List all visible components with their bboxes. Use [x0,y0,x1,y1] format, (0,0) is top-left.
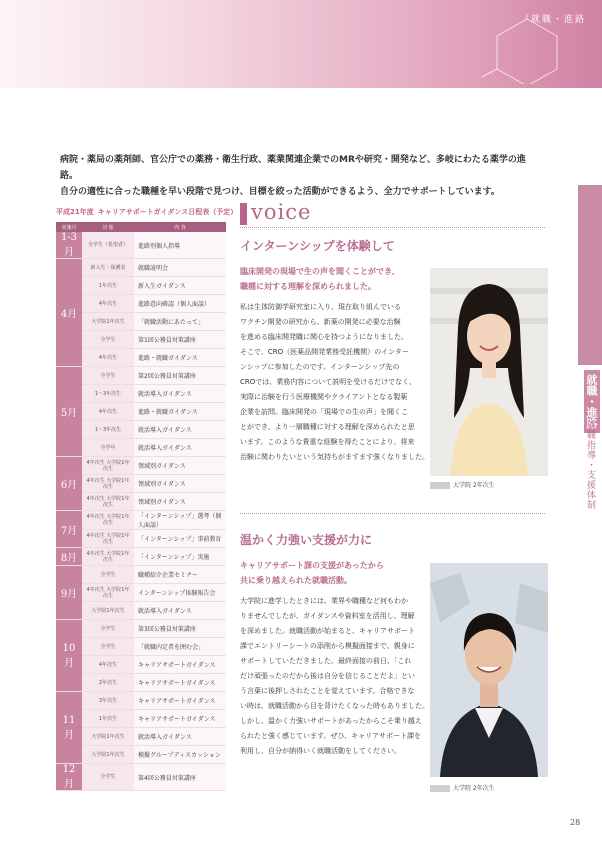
schedule-content: 進路意向確認（個人面談） [134,295,226,313]
schedule-row [56,674,226,692]
schedule-row [56,421,226,439]
schedule-target: 4年次生 [82,349,134,367]
body-line: 実際に治験を行う医療機関やクライアントとなる製薬 [240,393,408,401]
body-line: 利用し、自分が納得いく就職活動をしてください。 [240,747,401,755]
body-line: います。このような貴重な経験を得たことにより、将来 [240,438,415,446]
schedule-content: 模擬グループディスカッション [134,746,226,764]
body-line: う言葉に後押しされたことを覚えています。合格できな [240,687,415,695]
schedule-year: 平成21年度 [56,208,94,216]
voice-accent-bar [240,203,247,225]
schedule-target: 4年次生 大学院1年次生 [82,548,134,566]
schedule-content: 進路・就職ガイダンス [134,403,226,421]
side-tab-label: 就職・進路 [584,370,600,433]
schedule-row [56,349,226,367]
schedule-row [56,403,226,421]
schedule-content: 「インターンシップ」選考（個人面談） [134,511,226,530]
schedule-target: 4年次生 大学院1年次生 [82,457,134,475]
schedule-target: 4年次生 [82,295,134,313]
schedule-content: 第3回公務員対策講座 [134,620,226,638]
schedule-table [56,222,226,791]
schedule-target: 4年次生 大学院1年次生 [82,530,134,548]
schedule-row [56,475,226,493]
story1-heading: インターンシップを体験して [240,239,395,253]
schedule-row [56,493,226,511]
schedule-content: 領域別ガイダンス [134,457,226,475]
body-line: だけ頑張ったのだから後は自分を信じることだよ」とい [240,672,415,680]
blurred-name [430,482,450,489]
intro-text [60,152,540,200]
schedule-month: 7月 [56,511,82,548]
col-header-month: 実施月 [56,222,82,232]
student-photo-female [430,268,548,476]
schedule-content: 就活導入ガイダンス [134,421,226,439]
schedule-content: 進路・就職ガイダンス [134,349,226,367]
story2-lead [240,558,426,588]
schedule-row [56,295,226,313]
side-tab-sublabel: 就職指導・支援体制 [585,420,595,510]
schedule-content: 「就職活動にあたって」 [134,313,226,331]
schedule-row [56,656,226,674]
schedule-target: 全学生 [82,620,134,638]
divider [240,227,545,228]
schedule-target: 2年次生 [82,674,134,692]
schedule-target: 全学生 [82,331,134,349]
header-band [0,0,602,88]
col-header-content: 内 容 [134,222,226,232]
body-line: ンシップに参加したのです。インターンシップ先の [240,363,400,371]
schedule-content: 就活導入ガイダンス [134,728,226,746]
schedule-row [56,331,226,349]
story1-lead [240,264,426,294]
schedule-row [56,566,226,584]
schedule-content: キャリアサポートガイダンス [134,656,226,674]
schedule-target: 新入生・保護者 [82,259,134,277]
section-tag: 就職・進路 [530,15,586,25]
schedule-row [56,385,226,403]
body-line: い時は、就職活動から目を背けたくなった時もありました。 [240,702,429,710]
body-line: しかし、温かく力強いサポートがあったからこそ乗り越え [240,717,422,725]
schedule-content: 就活導入ガイダンス [134,439,226,457]
page-number: 28 [570,818,581,827]
schedule-month: 6月 [56,457,82,511]
body-line: そこで、CRO（医薬品開発業務受託機関）のインター [240,348,409,356]
body-line: サポートしていただきました。最終面接の前日、「これ [240,657,412,665]
body-line: りませんでしたが、ガイダンスや資料室を活用し、理解 [240,612,415,620]
schedule-row [56,746,226,764]
side-index-tab [578,185,602,365]
schedule-target: 大学院1年次生 [82,728,134,746]
schedule-month: 11月 [56,692,82,764]
schedule-row [56,457,226,475]
schedule-content: 就職説明会 [134,259,226,277]
schedule-title-text: キャリアサポートガイダンス日程表（予定） [97,208,238,216]
schedule-row [56,439,226,457]
lead-line: 職種に対する理解を深められました。 [240,282,376,291]
body-line: とができ、より一層職種に対する理解を深められたと思 [240,423,415,431]
schedule-target: 全学生 [82,367,134,385]
schedule-target: 4年次生 [82,656,134,674]
schedule-target: 1年次生 [82,277,134,295]
schedule-row [56,511,226,530]
lead-line: キャリアサポート課の支援があったから [240,561,384,570]
schedule-target: 4年次生 大学院1年次生 [82,475,134,493]
body-line: 大学院に進学したときには、業界や職種など何もわか [240,597,408,605]
schedule-row [56,710,226,728]
schedule-target: 1年次生 [82,710,134,728]
schedule-target: 全学年 [82,439,134,457]
portrait-illustration-icon [430,563,548,777]
schedule-target: 1〜3年次生 [82,421,134,439]
schedule-row [56,602,226,620]
schedule-row [56,584,226,602]
schedule-target: 全学生 [82,764,134,791]
schedule-month: 1-3月 [56,232,82,259]
schedule-content: インターンシップ体験報告会 [134,584,226,602]
schedule-target: 全学生 [82,638,134,656]
schedule-row [56,764,226,791]
body-line: を深めました。就職活動が始まると、キャリアサポート [240,627,415,635]
schedule-row [56,638,226,656]
schedule-row [56,728,226,746]
schedule-target: 大学院1年次生 [82,602,134,620]
schedule-content: 就活導入ガイダンス [134,385,226,403]
story2-body [240,594,429,759]
schedule-row [56,232,226,259]
schedule-target: 大学院1年次生 [82,313,134,331]
caption-text: 大学院 2年次生 [453,482,495,489]
schedule-content: 職種紹介企業セミナー [134,566,226,584]
lead-line: 共に乗り越えられた就職活動。 [240,576,352,585]
schedule-content: 第4回公務員対策講座 [134,764,226,791]
schedule-row [56,620,226,638]
body-line: られたと強く感じています。ぜひ、キャリアサポート課を [240,732,422,740]
schedule-target: 4年次生 大学院1年次生 [82,493,134,511]
schedule-month: 8月 [56,548,82,566]
schedule-row [56,259,226,277]
schedule-content: 領域別ガイダンス [134,475,226,493]
schedule-content: キャリアサポートガイダンス [134,692,226,710]
schedule-content: 「インターンシップ」実施 [134,548,226,566]
schedule-content: 領域別ガイダンス [134,493,226,511]
schedule-row [56,313,226,331]
schedule-title [56,207,241,217]
schedule-content: キャリアサポートガイダンス [134,710,226,728]
schedule-content: 第1回公務員対策講座 [134,331,226,349]
lead-line: 臨床開発の現場で生の声を聞くことができ、 [240,267,400,276]
schedule-month: 4月 [56,259,82,367]
schedule-target: 大学院1年次生 [82,746,134,764]
voice-label: voice [251,200,312,224]
schedule-content: 「インターンシップ」事前教育 [134,530,226,548]
body-line: を進める臨床開発職に関心を持つようになりました。 [240,333,408,341]
story1-body [240,300,429,465]
schedule-content: 就活導入ガイダンス [134,602,226,620]
schedule-target: 全学生（希望者） [82,232,134,259]
schedule-row [56,692,226,710]
schedule-month: 9月 [56,566,82,620]
divider [240,513,545,514]
caption-text: 大学院 2年次生 [453,785,495,792]
body-line: 課でエントリーシートの添削から模擬面接まで、親身に [240,642,415,650]
schedule-target: 1〜3年次生 [82,385,134,403]
story1-caption [430,480,495,489]
intro-line: 自分の適性に合った職種を早い段階で見つけ、目標を絞った活動ができるよう、全力でサポートしています。 [60,187,500,197]
schedule-row [56,530,226,548]
blurred-name [430,785,450,792]
schedule-target: 4年次生 大学院1年次生 [82,584,134,602]
schedule-target: 4年次生 [82,403,134,421]
schedule-month: 10月 [56,620,82,692]
schedule-month: 5月 [56,367,82,457]
schedule-row [56,367,226,385]
body-line: 治験に関わりたいという気持ちがますます強くなりました。 [240,453,429,461]
schedule-row [56,548,226,566]
intro-line: 病院・薬局の薬剤師、官公庁での薬務・衛生行政、薬業関連企業でのMRや研究・開発など、多岐にわたる薬学の進路。 [60,155,526,181]
schedule-content: 進路別個人指導 [134,232,226,259]
schedule-target: 3年次生 [82,692,134,710]
story2-caption [430,783,495,792]
schedule-content: キャリアサポートガイダンス [134,674,226,692]
student-photo-male [430,563,548,777]
schedule-month: 12月 [56,764,82,791]
body-line: 私は生体防御学研究室に入り、現在取り組んでいる [240,303,401,311]
body-line: CROでは、業務内容について説明を受けるだけでなく、 [240,378,416,386]
portrait-illustration-icon [430,268,548,476]
schedule-content: 新入生ガイダンス [134,277,226,295]
body-line: 企業を訪問。臨床開発の「現場での生の声」を聞くこ [240,408,408,416]
body-line: ワクチン開発の研究から、新薬の開発に必要な治験 [240,318,401,326]
schedule-row [56,277,226,295]
schedule-content: 「就職内定者を囲む会」 [134,638,226,656]
schedule-header-row [56,222,226,232]
story2-heading: 温かく力強い支援が力に [240,533,373,547]
schedule-target: 全学生 [82,566,134,584]
schedule-target: 4年次生 大学院1年次生 [82,511,134,530]
schedule-content: 第2回公務員対策講座 [134,367,226,385]
col-header-target: 対 象 [82,222,134,232]
